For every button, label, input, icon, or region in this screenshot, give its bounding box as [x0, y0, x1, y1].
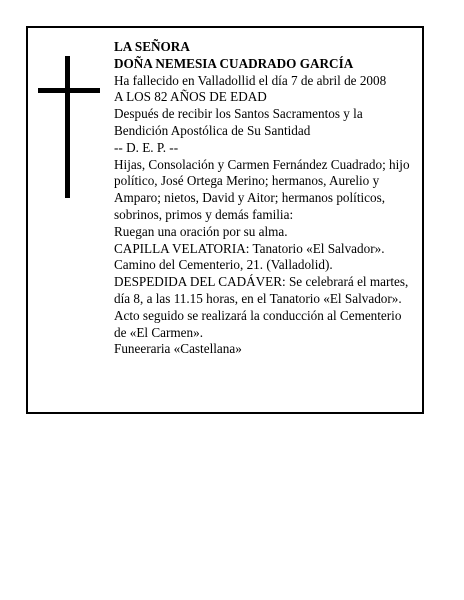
- cross-icon: [38, 56, 100, 198]
- family-line-4: sobrinos, primos y demás familia:: [114, 206, 294, 222]
- chapel-line-1: CAPILLA VELATORIA: Tanatorio «El Salvador».: [114, 240, 385, 256]
- cross-vertical-bar: [65, 56, 70, 198]
- death-date-line: Ha fallecido en Valladollid el día 7 de abril de 2008: [114, 72, 387, 88]
- farewell-line-1: DESPEDIDA DEL CADÁVER: Se celebrará el martes,: [114, 274, 409, 290]
- family-line-1: Hijas, Consolación y Carmen Fernández Cuadrado; hijo: [114, 156, 410, 172]
- family-line-2: político, José Ortega Merino; hermanos, Aurelio y: [114, 173, 380, 189]
- sacraments-line-1: Después de recibir los Santos Sacramentos y la: [114, 106, 363, 122]
- family-line-3: Amparo; nietos, David y Aitor; hermanos políticos,: [114, 190, 386, 206]
- chapel-line-2: Camino del Cementerio, 21. (Valladolid).: [114, 257, 333, 273]
- cross-horizontal-bar: [38, 88, 100, 93]
- prayer-line: Ruegan una oración por su alma.: [114, 223, 288, 239]
- death-notice: [26, 26, 424, 414]
- rip-line: -- D. E. P. --: [114, 139, 179, 155]
- sacraments-line-2: Bendición Apostólica de Su Santidad: [114, 122, 311, 138]
- deceased-name: DOÑA NEMESIA CUADRADO GARCÍA: [114, 55, 354, 71]
- age-line: A LOS 82 AÑOS DE EDAD: [114, 89, 267, 105]
- farewell-line-3: Acto seguido se realizará la conducción al Cementerio: [114, 307, 402, 323]
- notice-text: [114, 39, 414, 358]
- farewell-line-2: día 8, a las 11.15 horas, en el Tanatorio «El Salvador».: [114, 290, 402, 306]
- heading-title: LA SEÑORA: [114, 39, 190, 54]
- funeral-home-line: Funeeraria «Castellana»: [114, 341, 242, 357]
- farewell-line-4: de «El Carmen».: [114, 324, 203, 340]
